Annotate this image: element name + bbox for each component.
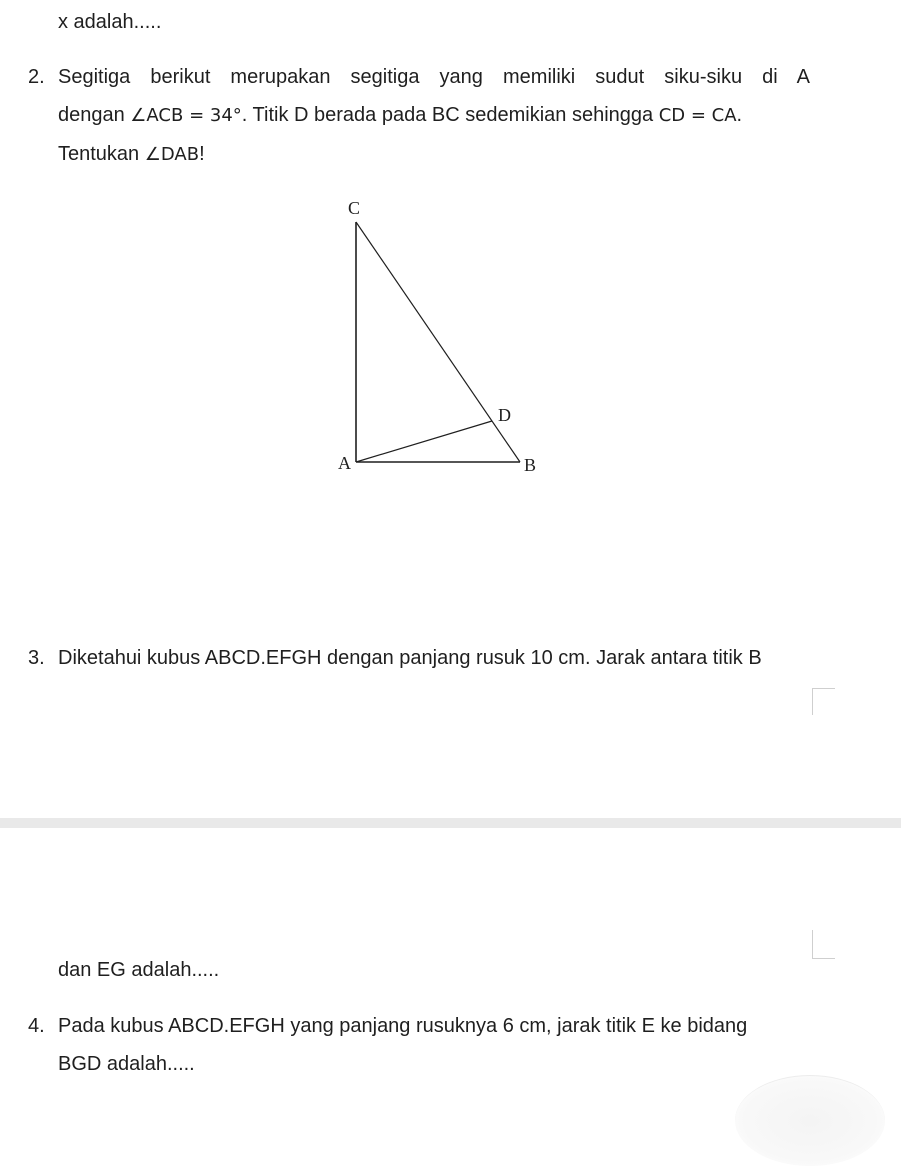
q2-line2-b: . Titik D berada pada BC sedemikian sehingga (241, 104, 659, 126)
q2-number: 2. (28, 66, 45, 88)
q2-line2 (58, 102, 742, 129)
label-a: A (338, 453, 351, 473)
crop-corner-bottom (812, 930, 835, 959)
q2-angle-acb: ∠ACB = 34° (130, 105, 242, 126)
label-b: B (524, 455, 537, 475)
segment-ad (356, 421, 492, 462)
triangle-figure (320, 185, 580, 485)
q1-tail-text: x adalah..... (58, 11, 162, 33)
q2-line2-a: dengan (58, 104, 131, 126)
label-c: C (348, 198, 361, 218)
page-divider (0, 818, 901, 828)
q4-number: 4. (28, 1015, 45, 1037)
q3-number: 3. (28, 647, 45, 669)
q2-line3-a: Tentukan (58, 143, 145, 165)
scroll-indicator[interactable] (735, 1075, 885, 1166)
q2-eq-cd-ca: CD = CA (658, 105, 737, 126)
q2-line3-b: ! (199, 143, 205, 165)
side-cb (356, 222, 520, 462)
q2-line3 (58, 141, 205, 168)
crop-corner-top (812, 688, 835, 715)
q4-line1: Pada kubus ABCD.EFGH yang panjang rusuknya 6 cm, jarak titik E ke bidang (58, 1015, 748, 1037)
q4-line2: BGD adalah..... (58, 1053, 195, 1075)
q2-line1: Segitiga berikut merupakan segitiga yang memiliki sudut siku-siku di A (58, 66, 810, 88)
q2-angle-dab: ∠DAB (144, 144, 200, 165)
q3-line2: dan EG adalah..... (58, 959, 220, 981)
q3-line1: Diketahui kubus ABCD.EFGH dengan panjang rusuk 10 cm. Jarak antara titik B (58, 647, 762, 669)
q2-line2-c: . (736, 104, 743, 126)
label-d: D (498, 405, 511, 425)
